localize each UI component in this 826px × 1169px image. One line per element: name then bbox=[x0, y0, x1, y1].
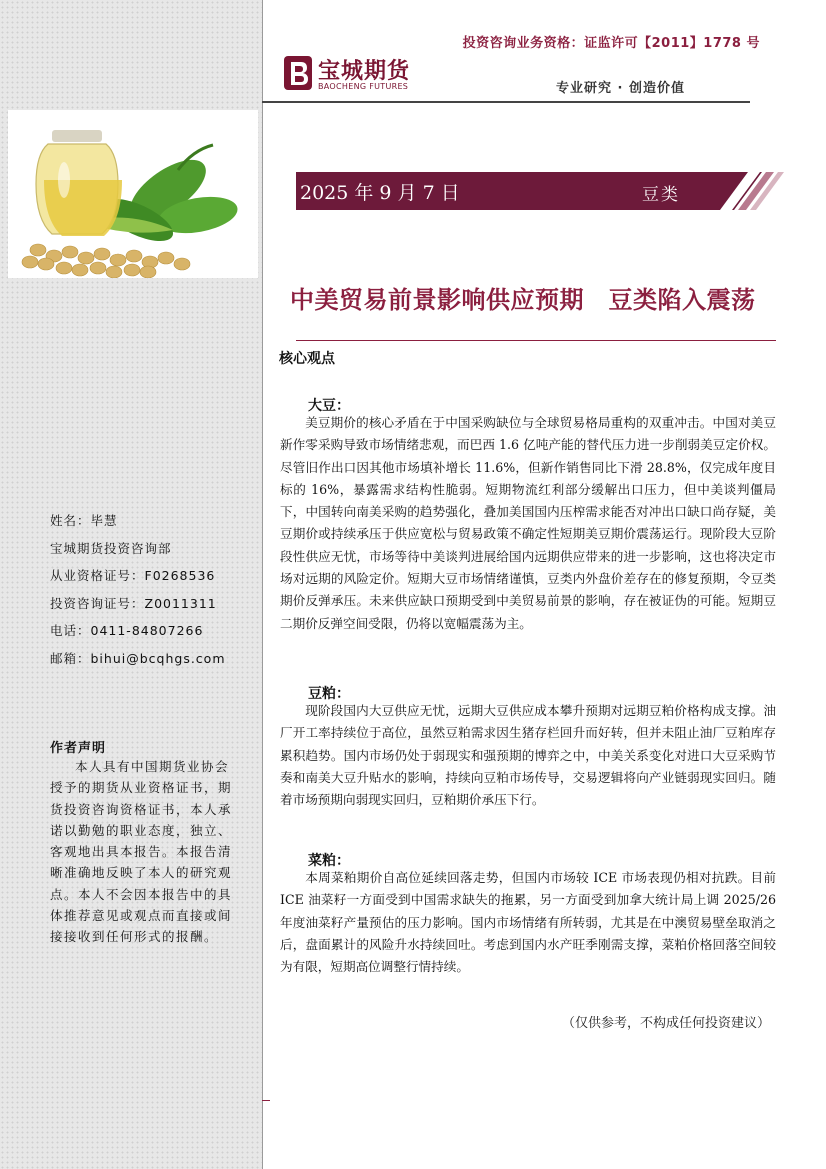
section-body-rapeseed-meal: 本周菜粕期价自高位延续回落走势，但国内市场较 ICE 市场表现仍相对抗跌。目前 ICE 油菜籽一方面受到中国需求缺失的拖累，另一方面受到加拿大统计局上调 2025/26 年度油菜籽产量预估的压力影响。国内市场情绪有所转弱，尤其是在中澳贸易壁垒取消之后，盘面累计的风险升水持续回吐。考虑到国内水产旺季刚需支撑，菜粕价格回落空间较为有限，短期高位调整行情持续。 bbox=[280, 870, 776, 975]
logo-text-en: BAOCHENG FUTURES bbox=[318, 82, 409, 91]
soybean-oil-photo bbox=[8, 110, 258, 278]
author-name: 姓名：毕慧 bbox=[50, 513, 118, 528]
author-email: 邮箱：bihui@bcqhgs.com bbox=[50, 650, 226, 666]
section-heading-soymeal: 豆粕： bbox=[308, 686, 350, 702]
section-body-soymeal: 现阶段国内大豆供应无忧，远期大豆供应成本攀升预期对远期豆粕价格构成支撑。油厂开工率持续位于高位，虽然豆粕需求因生猪存栏回升而好转，但并未阻止油厂豆粕库存累积趋势。国内市场仍处于弱现实和强预期的博弈之中，中美关系变化对进口大豆采购节奏和南美大豆升贴水的影响，持续向豆粕市场传导，交易逻辑将向产业链弱现实回归。随着市场预期向弱现实回归，豆粕期价承压下行。 bbox=[280, 703, 776, 808]
report-title: 中美贸易前景影响供应预期 豆类陷入震荡 bbox=[290, 286, 756, 314]
author-phone: 电话：0411-84807266 bbox=[50, 623, 204, 638]
sidebar-divider bbox=[262, 0, 263, 1169]
bottom-tick bbox=[262, 1100, 270, 1101]
core-view-heading: 核心观点 bbox=[279, 351, 335, 367]
author-license: 从业资格证号：F0268536 bbox=[50, 568, 216, 583]
company-logo bbox=[282, 52, 422, 96]
slogan: 专业研究 · 创造价值 bbox=[556, 81, 685, 96]
report-date: 2025 年 9 月 7 日 bbox=[300, 182, 460, 204]
disclaimer: （仅供参考，不构成任何投资建议） bbox=[561, 1016, 770, 1031]
author-consult-license: 投资咨询证号：Z0011311 bbox=[50, 595, 217, 611]
logo-text-cn: 宝城期货 bbox=[318, 59, 411, 84]
declaration-body: 本人具有中国期货业协会授予的期货从业资格证书，期货投资咨询资格证书，本人承诺以勤勉的职业态度，独立、客观地出具本报告。本报告清晰准确地反映了本人的研究观点。本人不会因本报告中的具体推荐意见或观点而直接或间接接收到任何形式的报酬。 bbox=[50, 759, 233, 945]
date-banner bbox=[296, 172, 796, 210]
logo-mark-icon bbox=[282, 52, 316, 94]
title-rule bbox=[296, 340, 776, 341]
soybean-oil-jar-icon bbox=[8, 110, 258, 278]
qualification-text: 投资咨询业务资格：证监许可【2011】1778 号 bbox=[462, 36, 760, 51]
declaration-heading: 作者声明 bbox=[50, 741, 107, 756]
header-rule bbox=[262, 101, 750, 103]
section-heading-rapeseed-meal: 菜粕： bbox=[308, 853, 350, 869]
section-heading-soybean: 大豆： bbox=[308, 398, 350, 414]
author-info bbox=[50, 511, 255, 676]
report-category: 豆类 bbox=[642, 185, 680, 205]
author-department: 宝城期货投资咨询部 bbox=[50, 540, 172, 556]
section-body-soybean: 美豆期价的核心矛盾在于中国采购缺位与全球贸易格局重构的双重冲击。中国对美豆新作零采购导致市场情绪悲观，而巴西 1.6 亿吨产能的替代压力进一步削弱美豆定价权。尽管旧作出口因其他市场填补增长 11.6%，但新作销售同比下滑 28.8%，仅完成年度目标的 16%，暴露需求结构性脆弱。短期物流红利部分缓解出口压力，但中美谈判僵局下，中国转向南美采购的趋势强化，叠加美国国内压榨需求能否对冲出口缺口尚存疑，美豆期价或持续承压于供应宽松与贸易政策不确定性短期美豆期价震荡运行。现阶段大豆阶段性供应无忧，市场等待中美谈判进展给国内远期供应带来的进一步影响，这也将决定市场对远期的风险定价。短期大豆市场情绪谨慎，豆类内外盘价差存在的修复预期，令豆类期价反弹承压。未来供应缺口预期受到中美贸易前景的影响，存在被证伪的可能。短期豆二期价反弹空间受限，仍将以宽幅震荡为主。 bbox=[280, 415, 776, 631]
